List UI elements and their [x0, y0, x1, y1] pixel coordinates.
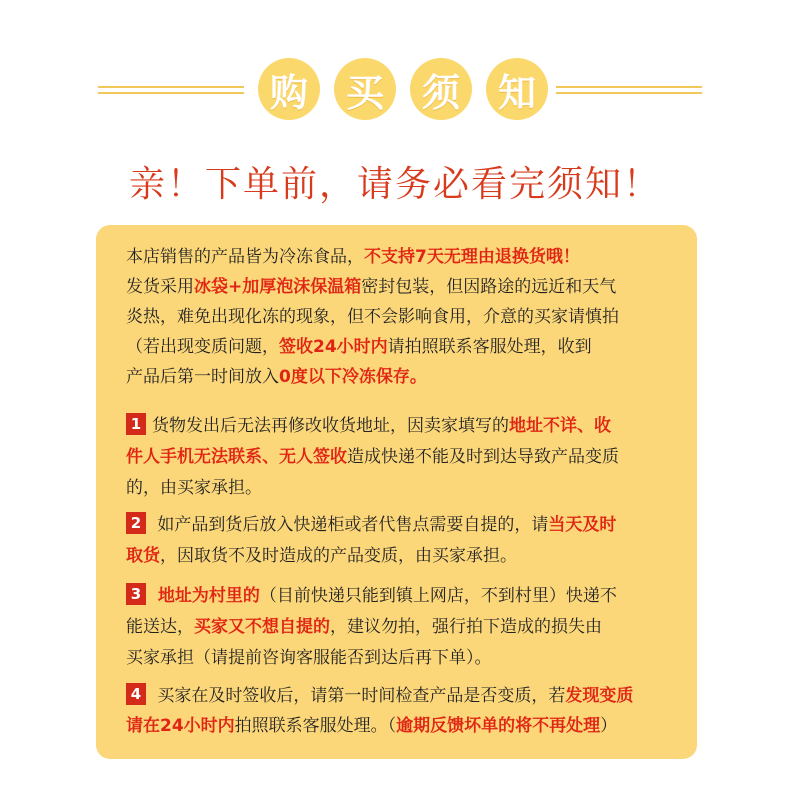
intro-highlight: 0度以下冷冻保存。: [279, 367, 427, 387]
item-text: 造成快递不能及时到达导致产品变质: [347, 447, 619, 467]
item-1-line-2: [126, 442, 619, 472]
intro-line-5: [126, 362, 427, 392]
item-highlight: 逾期反馈坏单的将不再处理: [396, 716, 601, 736]
title-char-1: 购: [258, 58, 320, 120]
item-text: 拍照联系客服处理。（: [234, 716, 397, 736]
title-char-3: 须: [410, 58, 472, 120]
intro-line-1: [126, 242, 580, 272]
item-2-line-2: [126, 541, 517, 571]
title-char-2: 买: [334, 58, 396, 120]
intro-text: （若出现变质问题，: [126, 337, 279, 357]
item-text: ）: [600, 716, 618, 736]
item-3-line-3: 买家承担（请提前咨询客服能否到达后再下单）。: [126, 648, 492, 668]
item-text: 货物发出后无法再修改收货地址，因卖家填写的: [152, 416, 509, 436]
item-highlight: 买家又不想自提的: [194, 617, 330, 637]
item-1-line-1: [126, 411, 611, 441]
intro-highlight: 冰袋+加厚泡沫保温箱: [194, 277, 362, 297]
intro-line-4: [126, 332, 592, 362]
title-char-4: 知: [486, 58, 548, 120]
notice-card: [96, 225, 697, 759]
item-highlight: 请在24小时内: [126, 716, 235, 736]
item-1-line-3: 的，由买家承担。: [126, 478, 262, 498]
item-text: 能送达，: [126, 617, 194, 637]
item-number-badge: 2: [126, 512, 146, 534]
item-highlight: 件人手机无法联系、无人签收: [126, 447, 347, 467]
intro-line-3: 炎热，难免出现化冻的现象，但不会影响食用，介意的买家请慎拍: [126, 307, 619, 327]
title-left-divider: [98, 86, 244, 94]
item-highlight: 地址为村里的: [152, 586, 260, 606]
intro-line-2: [126, 272, 616, 302]
item-4-line-2: [126, 711, 617, 741]
page-headline: 亲！下单前，请务必看完须知！: [128, 164, 661, 205]
title-right-divider: [556, 86, 702, 94]
intro-highlight: 不支持7天无理由退换货哦！: [364, 247, 580, 267]
item-text: （目前快递只能到镇上网店，不到村里）快递不: [259, 586, 617, 606]
item-3-line-1: [126, 581, 617, 611]
item-highlight: 当天及时: [548, 515, 617, 535]
item-text: 如产品到货后放入快递柜或者代售点需要自提的，请: [152, 515, 549, 535]
intro-text: 密封包装，但因路途的远近和天气: [361, 277, 617, 297]
item-text: ，因取货不及时造成的产品变质，由买家承担。: [160, 546, 517, 566]
title-banner: [0, 58, 790, 128]
item-number-badge: 1: [126, 413, 146, 435]
item-text: ，建议勿拍，强行拍下造成的损失由: [330, 617, 602, 637]
item-3-line-2: [126, 612, 602, 642]
item-4-line-1: [126, 681, 633, 711]
item-number-badge: 4: [126, 683, 146, 705]
title-chars: [258, 58, 548, 128]
intro-text: 产品后第一时间放入: [126, 367, 279, 387]
intro-text: 发货采用: [126, 277, 194, 297]
item-highlight: 地址不详、收: [509, 416, 611, 436]
intro-text: 本店销售的产品皆为冷冻食品，: [126, 247, 364, 267]
item-text: 买家在及时签收后，请第一时间检查产品是否变质，若: [152, 686, 566, 706]
intro-highlight: 签收24小时内: [279, 337, 388, 357]
item-number-badge: 3: [126, 583, 146, 605]
item-highlight: 发现变质: [565, 686, 634, 706]
intro-text: 请拍照联系客服处理，收到: [387, 337, 592, 357]
item-2-line-1: [126, 510, 616, 540]
item-highlight: 取货: [126, 546, 160, 566]
